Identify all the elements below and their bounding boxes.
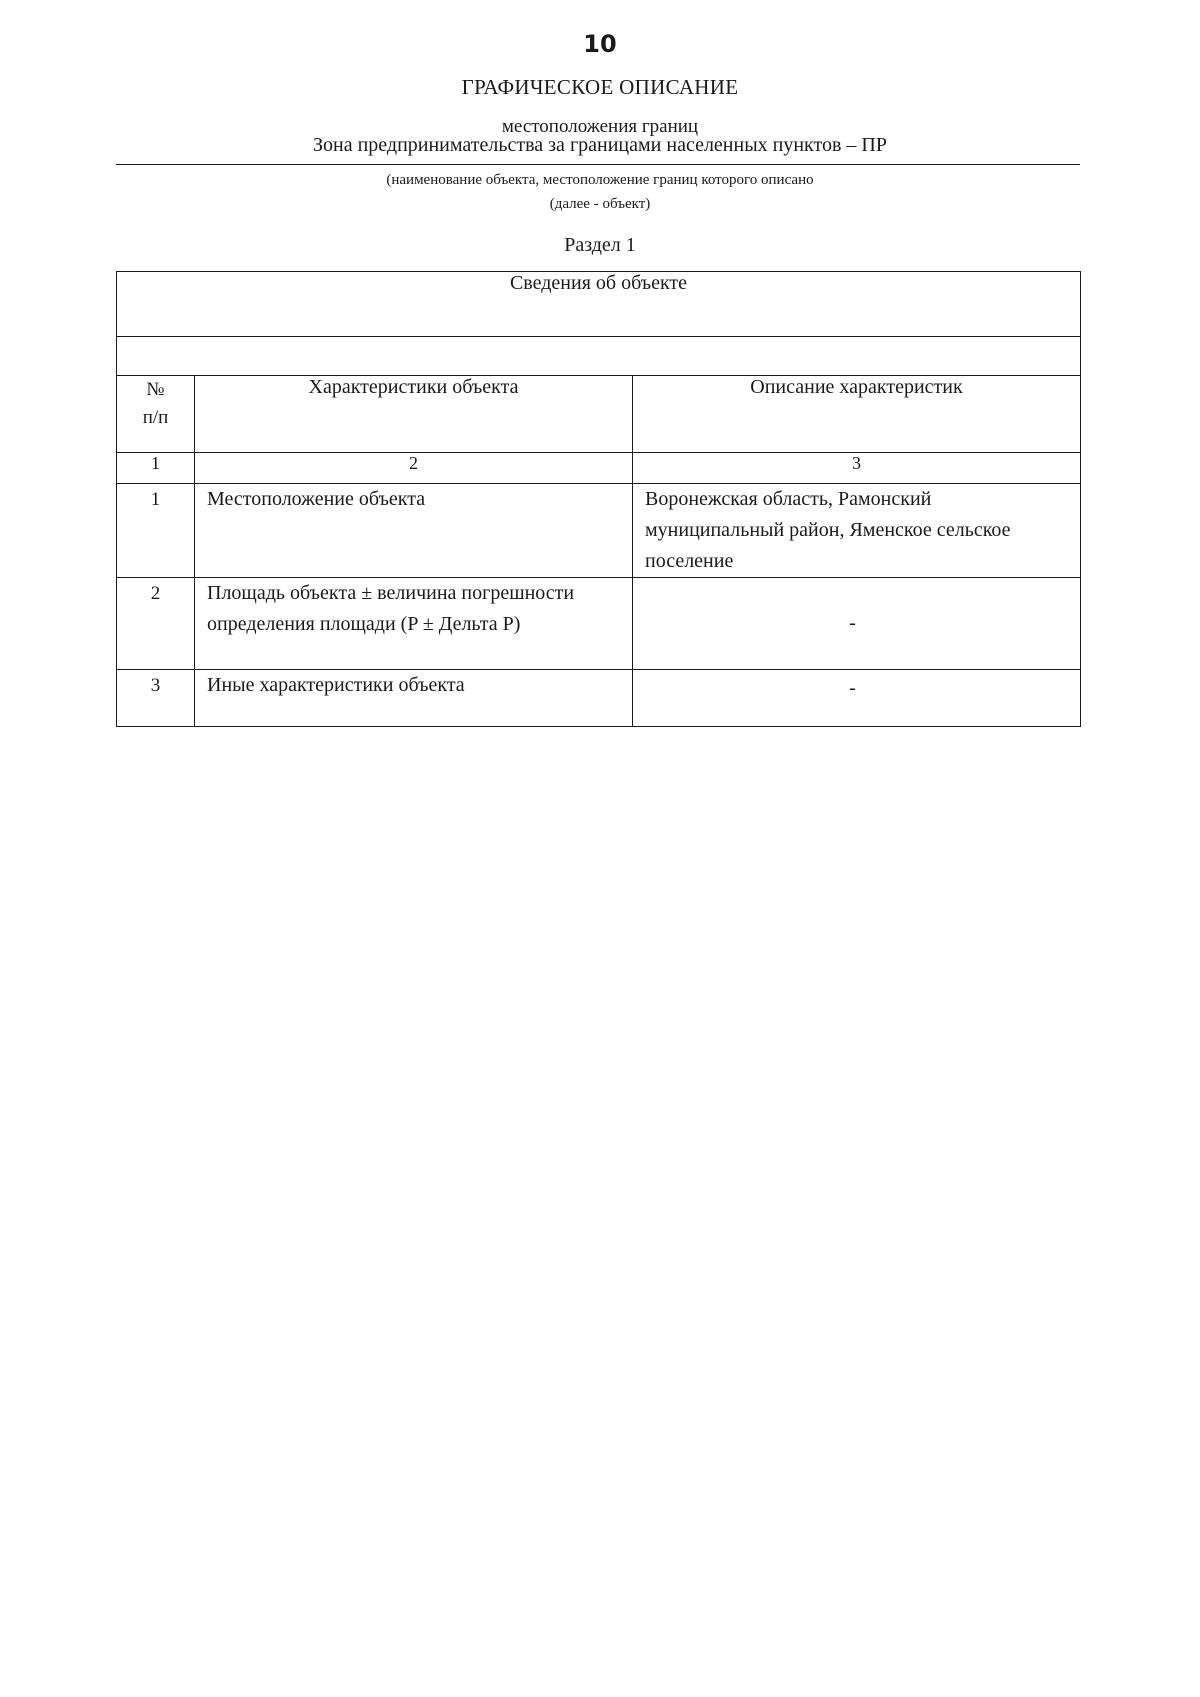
column-number-2: 2	[195, 453, 633, 484]
table-row	[117, 484, 1081, 578]
row-description: -	[633, 578, 1081, 670]
title-underline	[116, 164, 1080, 165]
section-label: Раздел 1	[564, 234, 636, 256]
row-number: 3	[117, 670, 195, 727]
column-header-description: Описание характеристик	[633, 376, 1081, 453]
document-subtitle-line1: местоположения границ	[501, 116, 699, 137]
object-caption-line2: (далее - объект)	[549, 196, 651, 212]
page-number: 10	[583, 30, 617, 58]
column-header-characteristics: Характеристики объекта	[195, 376, 633, 453]
object-info-table	[116, 271, 1081, 727]
row-number: 1	[117, 484, 195, 578]
table-header-row	[117, 272, 1081, 337]
row-description: Воронежская область, Рамонский муниципальный район, Яменское сельское поселение	[633, 484, 1081, 578]
row-characteristic: Местоположение объекта	[195, 484, 633, 578]
row-description: -	[633, 670, 1081, 727]
document-title: ГРАФИЧЕСКОЕ ОПИСАНИЕ	[461, 75, 739, 99]
column-header-num-line1: №	[146, 379, 165, 400]
column-header-num	[117, 376, 195, 453]
table-blank-row	[117, 337, 1081, 376]
object-caption-line1: (наименование объекта, местоположение границ которого описано	[386, 172, 814, 188]
column-number-row	[117, 453, 1081, 484]
document-subtitle-line2: Зона предпринимательства за границами населенных пунктов – ПР	[312, 134, 887, 156]
column-number-3: 3	[633, 453, 1081, 484]
column-header-row	[117, 376, 1081, 453]
row-number: 2	[117, 578, 195, 670]
column-header-num-line2: п/п	[142, 407, 169, 428]
table-row	[117, 670, 1081, 727]
table-blank-cell	[117, 337, 1081, 376]
table-row	[117, 578, 1081, 670]
row-characteristic: Площадь объекта ± величина погрешности определения площади (P ± Дельта P)	[195, 578, 633, 670]
row-characteristic: Иные характеристики объекта	[195, 670, 633, 727]
table-header-cell: Сведения об объекте	[117, 272, 1081, 337]
column-number-1: 1	[117, 453, 195, 484]
